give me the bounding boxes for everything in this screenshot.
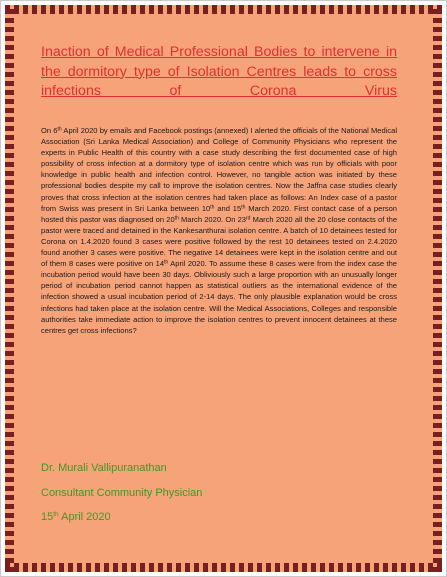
signature-date (41, 510, 111, 524)
date-ordinal: th (53, 511, 59, 518)
body-text: March 2020. On 23 (178, 214, 246, 224)
document-title: Inaction of Medical Professional Bodies to intervene in the dormitory type of Isolation Centres leads to cross infections of Corona Virus (41, 44, 397, 99)
document-body (41, 125, 397, 336)
date-month-year: April 2020 (58, 511, 111, 523)
signature-title: Consultant Community Physician (41, 487, 203, 499)
body-text: and 15 (214, 203, 242, 213)
body-text: April 2020. To assume these 8 cases were from the index case the incubation period would have been 30 days. Obliviously such a large proportion with an unusually longer period of incubation period cannot happen as statistical outliers as the international evidence of the infection showed a usual incubation period of 2-14 days. The only plausible explanation would be cross infections had taken place at the isolation centre. Will the Medical Associations, Colleges and responsible authorities take immediate action to improve the isolation centres to prevent innocent detainees at these centres get cross infections? (41, 259, 397, 335)
ordinal-suffix: th (210, 204, 215, 211)
body-text: March 2020 all the 20 close contacts of the pastor were traced and detained in the Kankesanthurai isolation centre. A batch of 10 detainees tested for Corona on 1.4.2020 found 3 cases were positive followed by the rest 10 detainees tested on 2.4.2020 found another 3 cases were positive. The negative 14 detainees were kept in the isolation centre and out of them 8 cases were positive on 14 (41, 214, 398, 269)
date-day: 15 (41, 511, 54, 523)
body-text: March 2020. First contact case of a person hosted this pastor was diagnosed on 20 (41, 203, 398, 224)
signature-name: Dr. Murali Vallipuranathan (41, 462, 167, 474)
ordinal-suffix: th (57, 126, 62, 133)
ordinal-suffix: th (174, 215, 179, 222)
ordinal-suffix: th (241, 204, 246, 211)
ordinal-suffix: rd (246, 215, 251, 222)
body-text: On 6 (41, 126, 58, 135)
body-text: April 2020 by emails and Facebook postings (annexed) I alerted the officials of the National Medical Association (Sri Lanka Medical Association) and College of Community Physicians who represent the experts in Public Health of this country with a case study describing the first documented case of high possibility of cross infection at a dormitory type of isolation centre which was run by officials with poor knowledge in public health and infection control. However, no tangible action was initiated by these professional bodies despite my call to improve the isolation centres. Now the Jaffna case studies clearly proves that cross infection at the isolation centres had taken place as follows: An Index case of a pastor from Swiss was present in Sri Lanka between 10 (41, 126, 397, 213)
ordinal-suffix: th (164, 259, 169, 266)
